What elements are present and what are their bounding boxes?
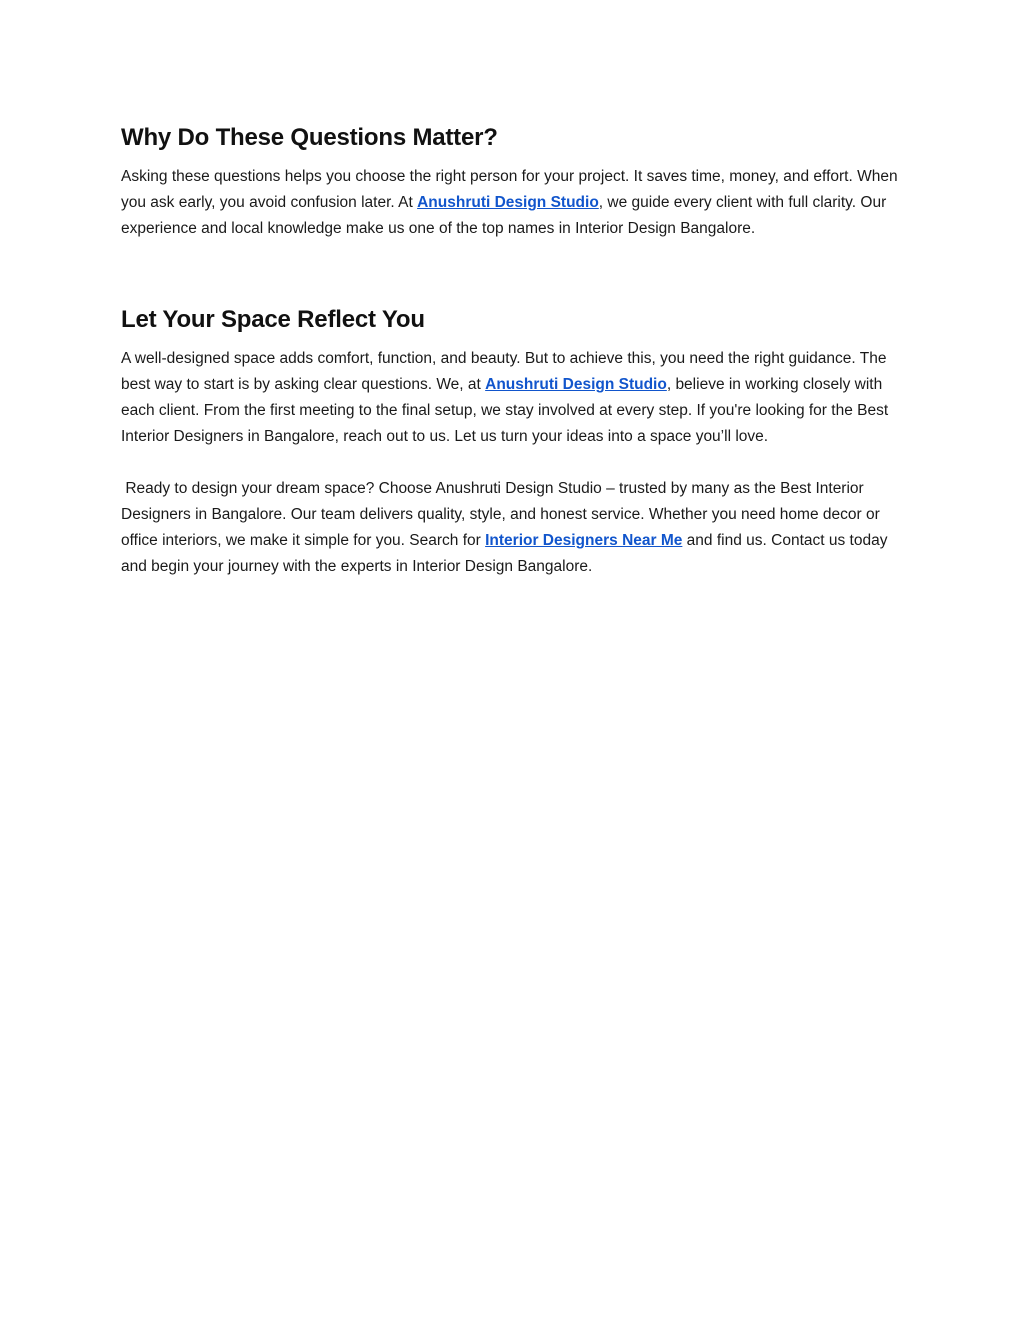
link-anushruti-design-studio[interactable]: Anushruti Design Studio — [417, 194, 599, 211]
heading-let-your-space-reflect-you: Let Your Space Reflect You — [121, 306, 425, 333]
paragraph-let-your-space-reflect-you — [121, 346, 907, 450]
paragraph-closing-call-to-action — [121, 476, 907, 580]
section-let-your-space-reflect-you — [121, 302, 907, 580]
paragraph-why-questions-matter — [121, 164, 907, 242]
paragraph-text: and find us. Contact us today and begin your journey with the experts in Interior Design Bangalore. — [121, 532, 888, 575]
document-page — [121, 120, 907, 580]
paragraph-text: A well-designed space adds comfort, function, and beauty. But to achieve this, you need the right guidance. The best way to start is by asking clear questions. We, at — [121, 350, 887, 393]
link-interior-designers-near-me[interactable]: Interior Designers Near Me — [485, 532, 683, 549]
section-why-questions-matter — [121, 120, 907, 242]
paragraph-text: , believe in working closely with each client. From the first meeting to the final setup, we stay involved at every step. If you're looking for the Best Interior Designers in Bangalore, reach out to us. Let us turn your ideas into a space you’ll love. — [121, 376, 889, 445]
paragraph-text: , we guide every client with full clarity. Our experience and local knowledge make us one of the top names in Interior Design Bangalore. — [121, 194, 887, 237]
paragraph-text: Asking these questions helps you choose the right person for your project. It saves time, money, and effort. When you ask early, you avoid confusion later. At — [121, 168, 898, 211]
heading-why-questions-matter: Why Do These Questions Matter? — [121, 124, 498, 151]
paragraph-text: Ready to design your dream space? Choose Anushruti Design Studio – trusted by many as the Best Interior Designers in Bangalore. Our team delivers quality, style, and honest service. Whether you need home decor or office interiors, we make it simple for you. Search for — [121, 480, 885, 549]
link-anushruti-design-studio[interactable]: Anushruti Design Studio — [485, 376, 667, 393]
